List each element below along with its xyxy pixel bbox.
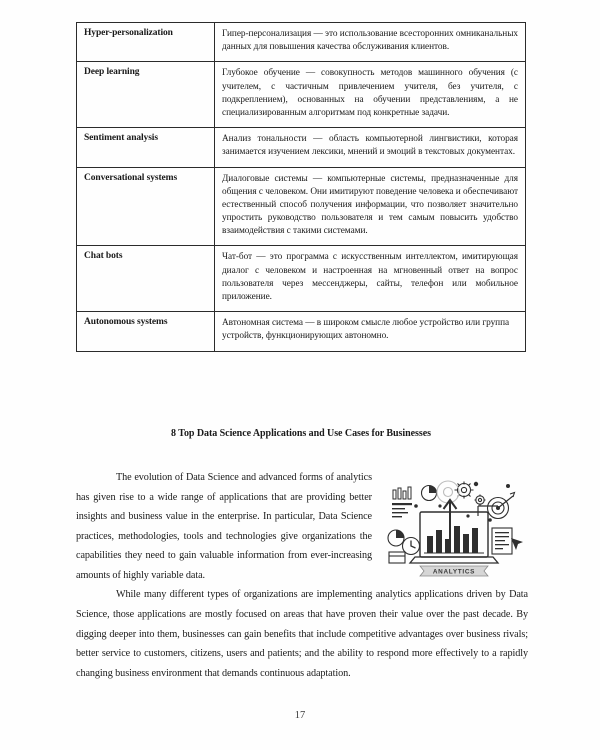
glossary-table-body <box>77 23 526 352</box>
glossary-definition: Автономная система — в широком смысле любое устройство или группа устройств, функционирующих автономно. <box>215 312 526 351</box>
cursor-triangle-icon <box>511 538 523 550</box>
table-row <box>77 167 526 246</box>
glossary-table <box>76 22 526 352</box>
analytics-banner-label: ANALYTICS <box>432 568 476 576</box>
analytics-graphic-icon <box>380 476 528 580</box>
glossary-term: Hyper-personalization <box>77 23 215 62</box>
document-lines-icon <box>495 532 509 549</box>
glossary-definition: Диалоговые системы — компьютерные системы, предназначенные для общения с человеком. Они имитируют поведение человека и обеспечивают естественный способ получения информации, что позволяет значительно упростить руководство пользователя и тем самым повысить удобство взаимодействия с такими системами. <box>215 167 526 246</box>
data-analytics-illustration <box>380 476 528 580</box>
table-row <box>77 23 526 62</box>
section-heading: 8 Top Data Science Applications and Use Cases for Businesses <box>171 428 431 439</box>
glossary-definition: Глубокое обучение — совокупность методов машинного обучения (с учителем, с частичным привлечением учителя, без учителя, с подкреплением), основанных на обучении представлениям, а не специализированным алгоритмам под конкретные задачи. <box>215 62 526 128</box>
donut-chart-icon <box>422 486 437 501</box>
data-blocks-icon <box>393 487 411 499</box>
body-text-block <box>76 468 528 683</box>
glossary-term: Autonomous systems <box>77 312 215 351</box>
table-row <box>77 62 526 128</box>
gear-small-icon <box>475 495 486 506</box>
table-row <box>77 128 526 167</box>
table-row <box>77 246 526 312</box>
analytics-banner <box>420 566 488 576</box>
glossary-term: Sentiment analysis <box>77 128 215 167</box>
glossary-term: Deep learning <box>77 62 215 128</box>
bar-chart-icon <box>427 526 478 553</box>
glossary-definition: Гипер-персонализация — это использование всесторонних омниканальных данных для повышения качества обслуживания клиентов. <box>215 23 526 62</box>
table-row <box>77 312 526 351</box>
body-paragraph-2: While many different types of organizations are implementing analytics applications driven by Data Science, those applications are mostly focused on areas that have proven their value over the past decade. By digging deeper into them, businesses can gain benefits that include competitive advantages over business rivals; better service to customers, citizens, users and patients; and the ability to respond more effectively to a rapidly changing business environment that demands continuous adaptation. <box>76 589 528 679</box>
gear-background-icon <box>437 481 459 503</box>
page-number: 17 <box>294 710 306 721</box>
glossary-term: Chat bots <box>77 246 215 312</box>
body-paragraph-1: The evolution of Data Science and advanced forms of analytics has given rise to a wide range of applications that are providing better insights and business value in the enterprise. In particular, Data Science practices, methodologies, tools and technologies give organizations the capabilities they need to gain valuable information from ever-increasing amounts of highly variable data. <box>76 472 372 581</box>
server-box-icon <box>389 552 405 563</box>
glossary-definition: Анализ тональности — область компьютерной лингвистики, которая занимается изучением лексики, мнений и эмоций в текстовых документах. <box>215 128 526 167</box>
glossary-term: Conversational systems <box>77 167 215 246</box>
pie-chart-icon <box>388 530 404 546</box>
glossary-definition: Чат-бот — это программа с искусственным интеллектом, имитирующая диалог с человеком и настроенная на мгновенный ответ на вопрос пользователя через мессенджеры, сайты, телефон или мобильное приложение. <box>215 246 526 312</box>
gear-icon <box>455 482 474 499</box>
text-lines-icon <box>392 503 412 517</box>
